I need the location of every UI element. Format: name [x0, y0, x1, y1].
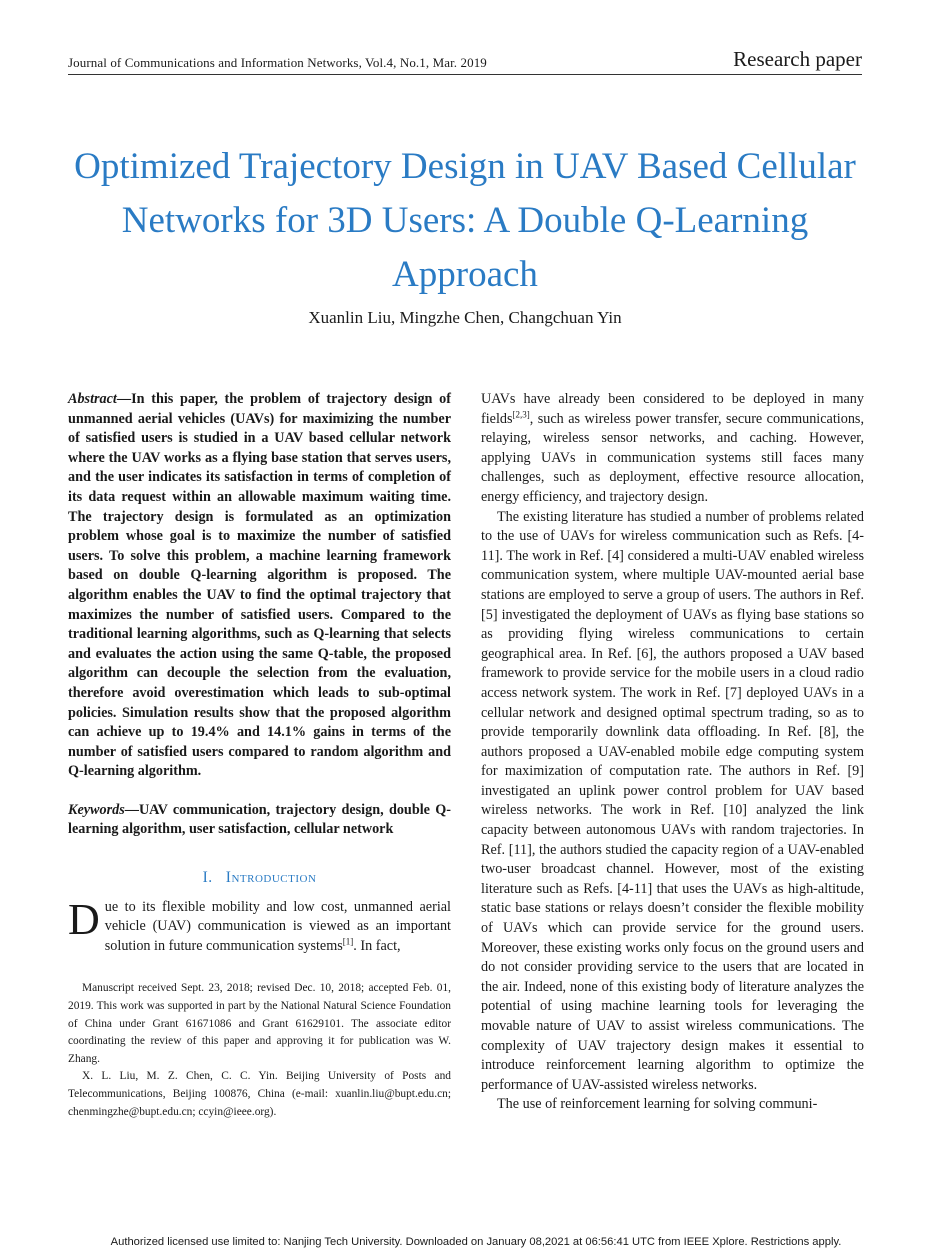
article-type: Research paper — [733, 47, 862, 71]
left-column — [68, 390, 451, 1121]
footnotes — [68, 980, 451, 1121]
citation-ref: [1] — [342, 936, 354, 947]
journal-name: Journal of Communications and Information Networks, Vol.4, No.1, Mar. 2019 — [68, 55, 487, 70]
abstract-label: Abstract — [68, 391, 117, 407]
license-footer: Authorized licensed use limited to: Nanjing Tech University. Downloaded on January 08,2021 at 06:56:41 UTC from IEEE Xplore. Restrictions apply. — [110, 1236, 842, 1248]
footnote-received: Manuscript received Sept. 23, 2018; revised Dec. 10, 2018; accepted Feb. 01, 2019. This work was supported in part by the National Natural Science Foundation of China under Grant 61671086 and Grant 61629101. The associate editor coordinating the review of this paper and approving it for publication was W. Zhang. — [68, 982, 451, 1065]
abstract-text: —In this paper, the problem of trajectory design of unmanned aerial vehicles (UAVs) for maximizing the number of satisfied users is studied in a UAV based cellular network where the UAV works as a flying base station that serves users, and the user indicates its satisfaction in terms of completion of its data request within an allowable maximum waiting time. The trajectory design is formulated as an optimization problem whose goal is to maximize the number of satisfied users. To solve this problem, a machine learning framework based on double Q-learning algorithm is proposed. The algorithm enables the UAV to find the optimal trajectory that maximizes the number of satisfied users. Compared to the traditional learning algorithms, such as Q-learning that selects and evaluates the action using the same Q-table, the proposed algorithm can decouple the selection from the evaluation, therefore avoid overestimation which leads to sub-optimal policies. Simulation results show that the proposed algorithm can achieve up to 19.4% and 14.1% gains in terms of the number of satisfied users compared to random algorithm and Q-learning algorithm. — [68, 391, 451, 780]
section-title: Introduction — [225, 869, 317, 887]
body-paragraph-1 — [481, 390, 864, 508]
section-number: I. — [202, 869, 213, 887]
keywords-text: —UAV communication, trajectory design, double Q-learning algorithm, user satisfaction, cellular network — [68, 801, 451, 838]
footnote-affiliation: X. L. Liu, M. Z. Chen, C. C. Yin. Beijing University of Posts and Telecommunications, Beijing 100876, China (e-mail: xuanlin.liu@bupt.edu.cn; chenmingzhe@bupt.edu.cn; ccyin@ieee.org). — [68, 1070, 451, 1118]
right-column — [481, 390, 864, 1115]
paper-title: Optimized Trajectory Design in UAV Based Cellular Networks for 3D Users: A Double Q-Learning Approach — [74, 146, 856, 295]
citation-ref: [2,3] — [512, 408, 530, 419]
intro-paragraph — [68, 894, 451, 957]
body-paragraph-3: The use of reinforcement learning for solving communi- — [497, 1096, 818, 1113]
paragraph-text-end: , such as wireless power transfer, secure communications, relaying, wireless sensor networks, and caching. However, applying UAVs in communication systems still faces many challenges, such as deployment, effective resource allocation, energy efficiency, and trajectory design. — [481, 410, 864, 505]
drop-cap: D — [68, 894, 100, 944]
body-paragraph-2: The existing literature has studied a number of problems related to the use of UAVs for wireless communication such as Refs. [4-11]. The work in Ref. [4] considered a multi-UAV enabled wireless communication system, where multiple UAV-mounted aerial base stations are employed to serve a group of users. The authors in Ref. [5] investigated the deployment of UAVs as flying base stations so as providing flying wireless communications to certain geographical area. In Ref. [6], the authors proposed a UAV based framework to provide service for the mobile users in a cloud radio access network system. The work in Ref. [7] deployed UAVs in a cellular network and designed optimal spectrum trading, so as to provide temporarily downlink data offloading. In Ref. [8], the authors proposed a UAV-enabled mobile edge computing system for maximization of computation rate. The authors in Ref. [9] investigated an uplink power control problem for UAV based wireless networks. The work in Ref. [10] analyzed the link capacity between autonomous UAVs with random trajectories. In Ref. [11], the authors studied the capacity region of a UAV-enabled two-user broadcast channel. However, most of the existing literature such as Refs. [4-11] that uses the UAVs as high-altitude, static base stations or relays doesn’t consider the flexible mobility of UAVs which can provide service for the ground users. Moreover, these existing works only focus on the ground users and do not consider providing service to the users that are located in the air. Indeed, none of this existing body of literature analyzes the potential of using machine learning tools for leveraging the movable nature of UAV to assist wireless communications. The complexity of UAV trajectory design makes it essential to introduce reinforcement learning algorithm to optimize the performance of UAV-assisted wireless networks. — [481, 508, 864, 1093]
paragraph-text: UAVs have already been considered to be deployed in many fields — [481, 391, 864, 427]
keywords-label: Keywords — [68, 801, 125, 818]
section-heading-introduction — [68, 868, 451, 888]
abstract — [68, 390, 451, 782]
intro-text-end: . In fact, — [353, 937, 401, 954]
header-divider — [68, 74, 862, 75]
keywords — [68, 801, 451, 840]
intro-text: ue to its flexible mobility and low cost, unmanned aerial vehicle (UAV) communication is viewed as an important solution in future communication systems — [104, 898, 451, 954]
author-list: Xuanlin Liu, Mingzhe Chen, Changchuan Yin — [308, 308, 622, 327]
